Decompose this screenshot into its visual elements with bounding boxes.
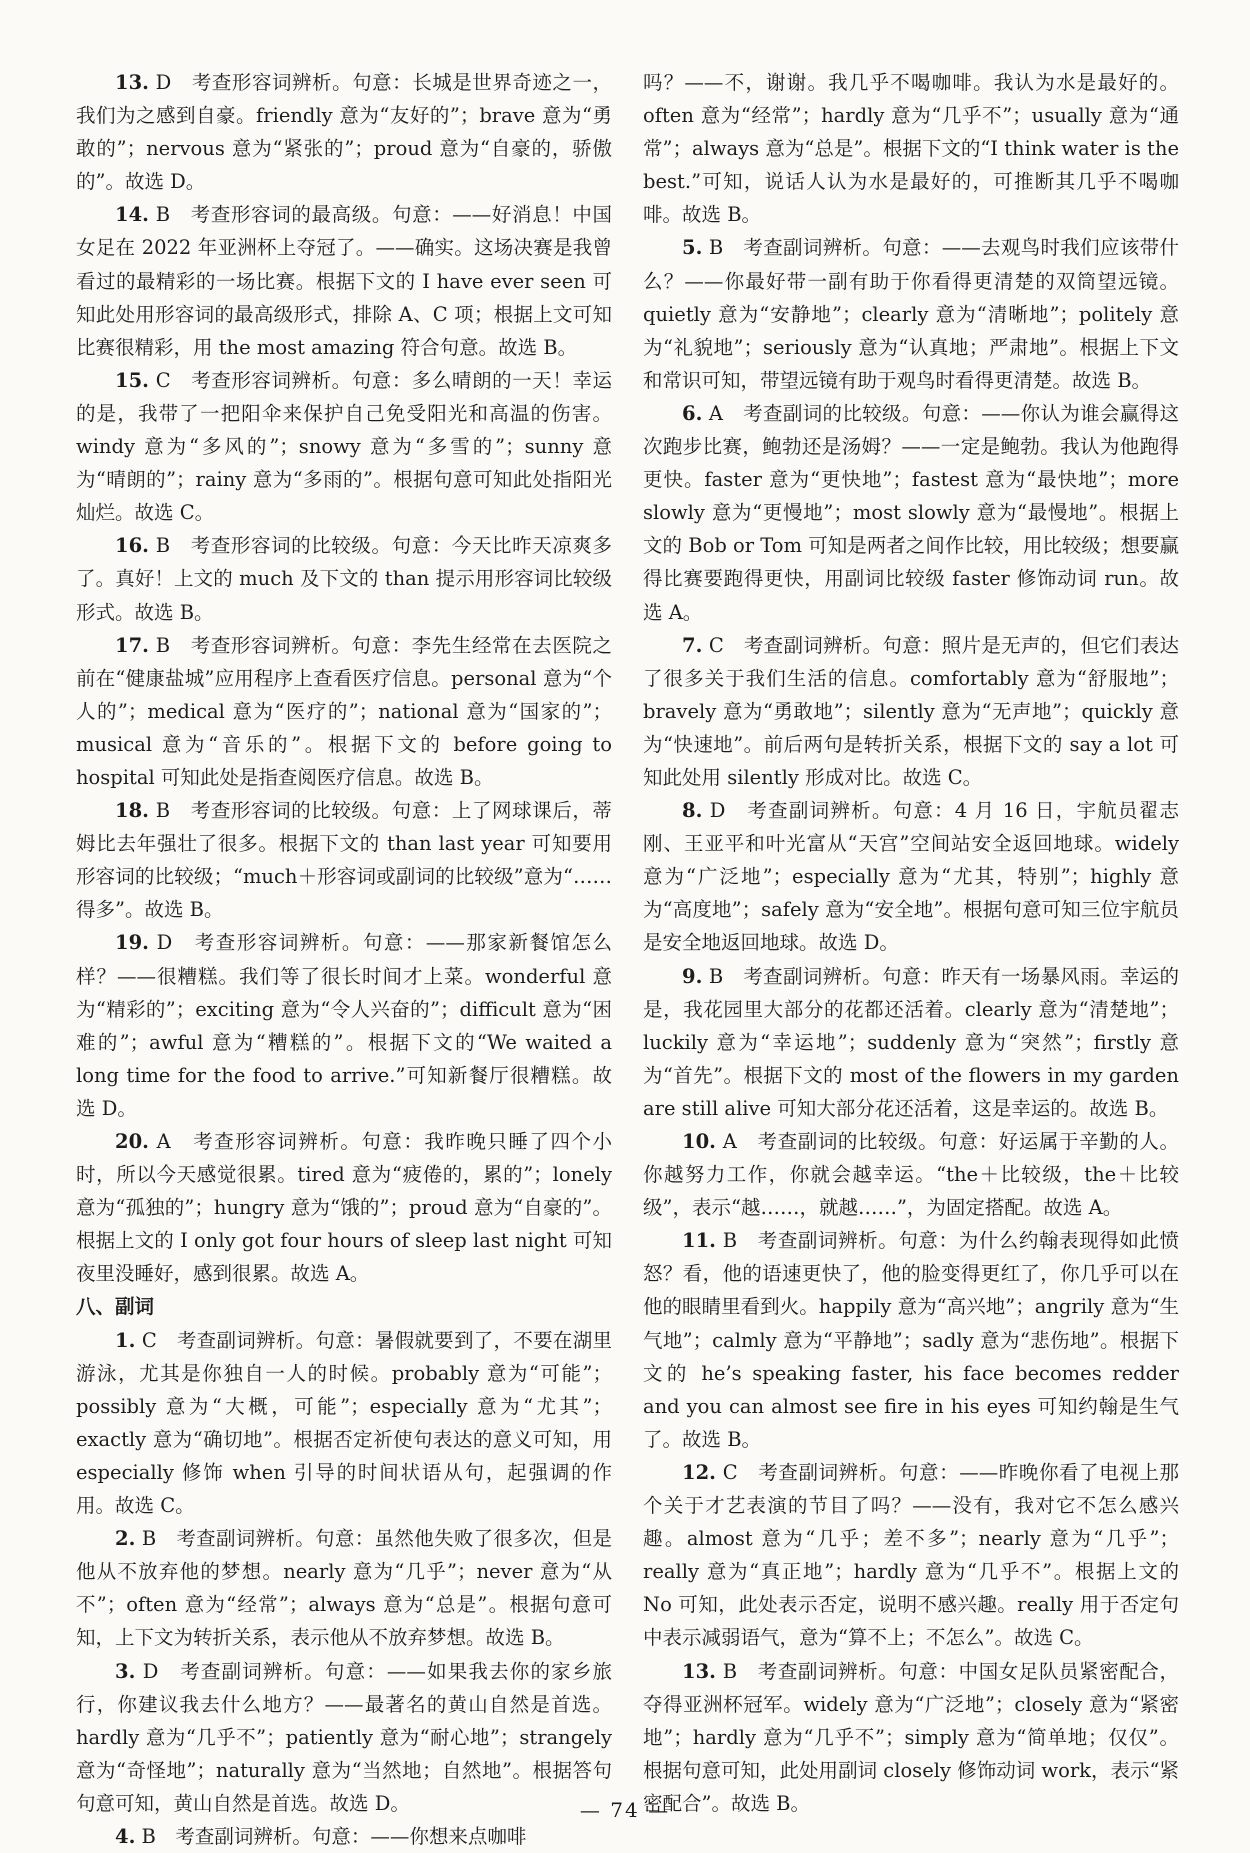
explanation-text: B 考查副词辨析。句意：中国女足队员紧密配合，夺得亚洲杯冠军。widely 意为“广泛地”；closely 意为“紧密地”；hardly 意为“几乎不”；simply 意为“简单地；仅仅”。根据句意可知，此处用副词 closely 修饰动词 work，表示“紧密配合”。故选 B。 (643, 1659, 1179, 1815)
explanation-text: C 考查形容词辨析。句意：多么晴朗的一天！幸运的是，我带了一把阳伞来保护自己免受阳光和高温的伤害。windy 意为“多风的”；snowy 意为“多雪的”；sunny 意为“晴朗的”；rainy 意为“多雨的”。根据句意可知此处指阳光灿烂。故选 C。 (76, 368, 612, 525)
question-number: 13. (682, 1659, 716, 1683)
answer-explanation (76, 1324, 612, 1523)
explanation-text: B 考查副词辨析。句意：——你想来点咖啡 (135, 1824, 527, 1848)
right-column (643, 66, 1179, 1820)
explanation-text: B 考查形容词辨析。句意：李先生经常在去医院之前在“健康盐城”应用程序上查看医疗信息。personal 意为“个人的”；medical 意为“医疗的”；national 意为“国家的”；musical 意为“音乐的”。根据下文的 before going to hospital 可知此处是指查阅医疗信息。故选 B。 (76, 633, 612, 789)
explanation-text: B 考查副词辨析。句意：为什么约翰表现得如此愤怒？看，他的语速更快了，他的脸变得更红了，你几乎可以在他的眼睛里看到火。happily 意为“高兴地”；angrily 意为“生气地”；calmly 意为“平静地”；sadly 意为“悲伤地”。根据下文的 he’s speaking faster, his face becomes redder and you can almost see fire in his eyes 可知约翰是生气了。故选 B。 (643, 1229, 1180, 1451)
answer-explanation (643, 1125, 1179, 1224)
answer-explanation (643, 66, 1179, 231)
question-number: 2. (115, 1527, 136, 1551)
explanation-text: B 考查形容词的比较级。句意：今天比昨天凉爽多了。真好！上文的 much 及下文的 than 提示用形容词比较级形式。故选 B。 (76, 534, 612, 624)
question-number: 11. (682, 1229, 716, 1253)
question-number: 12. (682, 1460, 716, 1484)
answer-explanation (76, 629, 612, 794)
explanation-text: A 考查形容词辨析。句意：我昨晚只睡了四个小时，所以今天感觉很累。tired 意为“疲倦的，累的”；lonely 意为“孤独的”；hungry 意为“饿的”；proud 意为“自豪的”。根据上文的 I only got four hours of sleep last night 可知夜里没睡好，感到很累。故选 A。 (76, 1130, 612, 1286)
page-number: — 74 — (579, 1798, 671, 1822)
question-number: 1. (115, 1328, 136, 1352)
explanation-text: B 考查形容词的最高级。句意：——好消息！中国女足在 2022 年亚洲杯上夺冠了。——确实。这场决赛是我曾看过的最精彩的一场比赛。根据下文的 I have ever seen 可知此处用形容词的最高级形式，排除 A、C 项；根据上文可知比赛很精彩，用 the most amazing 符合句意。故选 B。 (76, 203, 612, 359)
question-number: 8. (682, 799, 703, 823)
explanation-text: A 考查副词的比较级。句意：——你认为谁会赢得这次跑步比赛，鲍勃还是汤姆？——一定是鲍勃。我认为他跑得更快。faster 意为“更快地”；fastest 意为“最快地”；more slowly 意为“更慢地”；most slowly 意为“最慢地”。根据上文的 Bob or Tom 可知是两者之间作比较，用比较级；想要赢得比赛要跑得更快，用副词比较级 faster 修饰动词 run。故选 A。 (643, 401, 1179, 624)
explanation-text: C 考查副词辨析。句意：暑假就要到了，不要在湖里游泳，尤其是你独自一人的时候。probably 意为“可能”；possibly 意为“大概，可能”；especially 意为“尤其”；exactly 意为“确切地”。根据否定祈使句表达的意义可知，用 especially 修饰 when 引导的时间状语从句，起强调的作用。故选 C。 (76, 1328, 612, 1518)
answer-explanation (76, 926, 612, 1125)
answer-explanation (643, 1456, 1179, 1655)
question-number: 16. (115, 534, 149, 558)
explanation-text: B 考查副词辨析。句意：昨天有一场暴风雨。幸运的是，我花园里大部分的花都还活着。clearly 意为“清楚地”；luckily 意为“幸运地”；suddenly 意为“突然”；firstly 意为“首先”。根据下文的 most of the flowers in my garden are still alive 可知大部分花还活着，这是幸运的。故选 B。 (643, 964, 1179, 1120)
answer-explanation (76, 1655, 612, 1820)
explanation-text: 吗？——不，谢谢。我几乎不喝咖啡。我认为水是最好的。often 意为“经常”；hardly 意为“几乎不”；usually 意为“通常”；always 意为“总是”。根据下文的“I think water is the best.”可知，说话人认为水是最好的，可推断其几乎不喝咖啡。故选 B。 (643, 71, 1179, 227)
question-number: 5. (682, 236, 703, 260)
question-number: 14. (115, 203, 149, 227)
answer-explanation (76, 529, 612, 628)
answer-explanation (76, 198, 612, 363)
answer-explanation (76, 66, 612, 198)
section-heading: 八、副词 (76, 1295, 155, 1319)
question-number: 7. (682, 633, 703, 657)
answer-explanation (76, 1125, 612, 1290)
question-number: 6. (682, 401, 703, 425)
question-number: 19. (115, 931, 149, 955)
question-number: 20. (115, 1130, 149, 1153)
question-number: 17. (115, 633, 149, 657)
explanation-text: D 考查形容词辨析。句意：——那家新餐馆怎么样？——很糟糕。我们等了很长时间才上菜。wonderful 意为“精彩的”；exciting 意为“令人兴奋的”；difficult 意为“困难的”；awful 意为“糟糕的”。根据下文的“We waited a long time for the food to arrive.”可知新餐厅很糟糕。故选 D。 (76, 931, 612, 1120)
explanation-text: B 考查副词辨析。句意：虽然他失败了很多次，但是他从不放弃他的梦想。nearly 意为“几乎”；never 意为“从不”；often 意为“经常”；always 意为“总是”。根据句意可知，上下文为转折关系，表示他从不放弃梦想。故选 B。 (76, 1527, 612, 1650)
explanation-text: D 考查副词辨析。句意：——如果我去你的家乡旅行，你建议我去什么地方？——最著名的黄山自然是首选。hardly 意为“几乎不”；patiently 意为“耐心地”；strangely 意为“奇怪地”；naturally 意为“当然地；自然地”。根据答句句意可知，黄山自然是首选。故选 D。 (76, 1659, 612, 1815)
explanation-text: D 考查副词辨析。句意：4 月 16 日，宇航员翟志刚、王亚平和叶光富从“天宫”空间站安全返回地球。widely 意为“广泛地”；especially 意为“尤其，特别”；highly 意为“高度地”；safely 意为“安全地”。根据句意可知三位宇航员是安全地返回地球。故选 D。 (643, 799, 1179, 955)
question-number: 3. (115, 1659, 136, 1683)
explanation-text: B 考查副词辨析。句意：——去观鸟时我们应该带什么？——你最好带一副有助于你看得更清楚的双筒望远镜。quietly 意为“安静地”；clearly 意为“清晰地”；politely 意为“礼貌地”；seriously 意为“认真地；严肃地”。根据上下文和常识可知，带望远镜有助于观鸟时看得更清楚。故选 B。 (643, 236, 1179, 392)
question-number: 9. (682, 964, 703, 988)
explanation-text: D 考查形容词辨析。句意：长城是世界奇迹之一，我们为之感到自豪。friendly 意为“友好的”；brave 意为“勇敢的”；nervous 意为“紧张的”；proud 意为“自豪的，骄傲的”。故选 D。 (76, 71, 612, 194)
answer-explanation (643, 1224, 1179, 1456)
question-number: 4. (115, 1824, 136, 1848)
explanation-text: B 考查形容词的比较级。句意：上了网球课后，蒂姆比去年强壮了很多。根据下文的 than last year 可知要用形容词的比较级；“much＋形容词或副词的比较级”意为“……得多”。故选 B。 (76, 799, 612, 922)
answer-explanation (643, 960, 1179, 1125)
question-number: 18. (115, 799, 149, 823)
explanation-text: C 考查副词辨析。句意：——昨晚你看了电视上那个关于才艺表演的节目了吗？——没有，我对它不怎么感兴趣。almost 意为“几乎；差不多”；nearly 意为“几乎”；really 意为“真正地”；hardly 意为“几乎不”。根据上文的 No 可知，此处表示否定，说明不感兴趣。really 用于否定句中表示减弱语气，意为“算不上；不怎么”。故选 C。 (643, 1460, 1179, 1650)
answer-explanation (643, 794, 1179, 959)
answer-explanation (76, 1820, 612, 1853)
question-number: 10. (682, 1130, 716, 1153)
explanation-text: A 考查副词的比较级。句意：好运属于辛勤的人。你越努力工作，你就会越幸运。“the＋比较级，the＋比较级”，表示“越……，就越……”，为固定搭配。故选 A。 (643, 1130, 1179, 1220)
answer-explanation (643, 397, 1179, 629)
answer-explanation (76, 794, 612, 926)
question-number: 15. (115, 368, 149, 392)
question-number: 13. (115, 71, 149, 94)
left-column (76, 66, 612, 1853)
answer-explanation (643, 231, 1179, 396)
answer-explanation (643, 1655, 1179, 1820)
answer-explanation (76, 364, 612, 529)
answer-explanation (76, 1522, 612, 1654)
explanation-text: C 考查副词辨析。句意：照片是无声的，但它们表达了很多关于我们生活的信息。comfortably 意为“舒服地”；bravely 意为“勇敢地”；silently 意为“无声地”；quickly 意为“快速地”。前后两句是转折关系，根据下文的 say a lot 可知此处用 silently 形成对比。故选 C。 (643, 633, 1179, 789)
answer-explanation (643, 629, 1179, 794)
